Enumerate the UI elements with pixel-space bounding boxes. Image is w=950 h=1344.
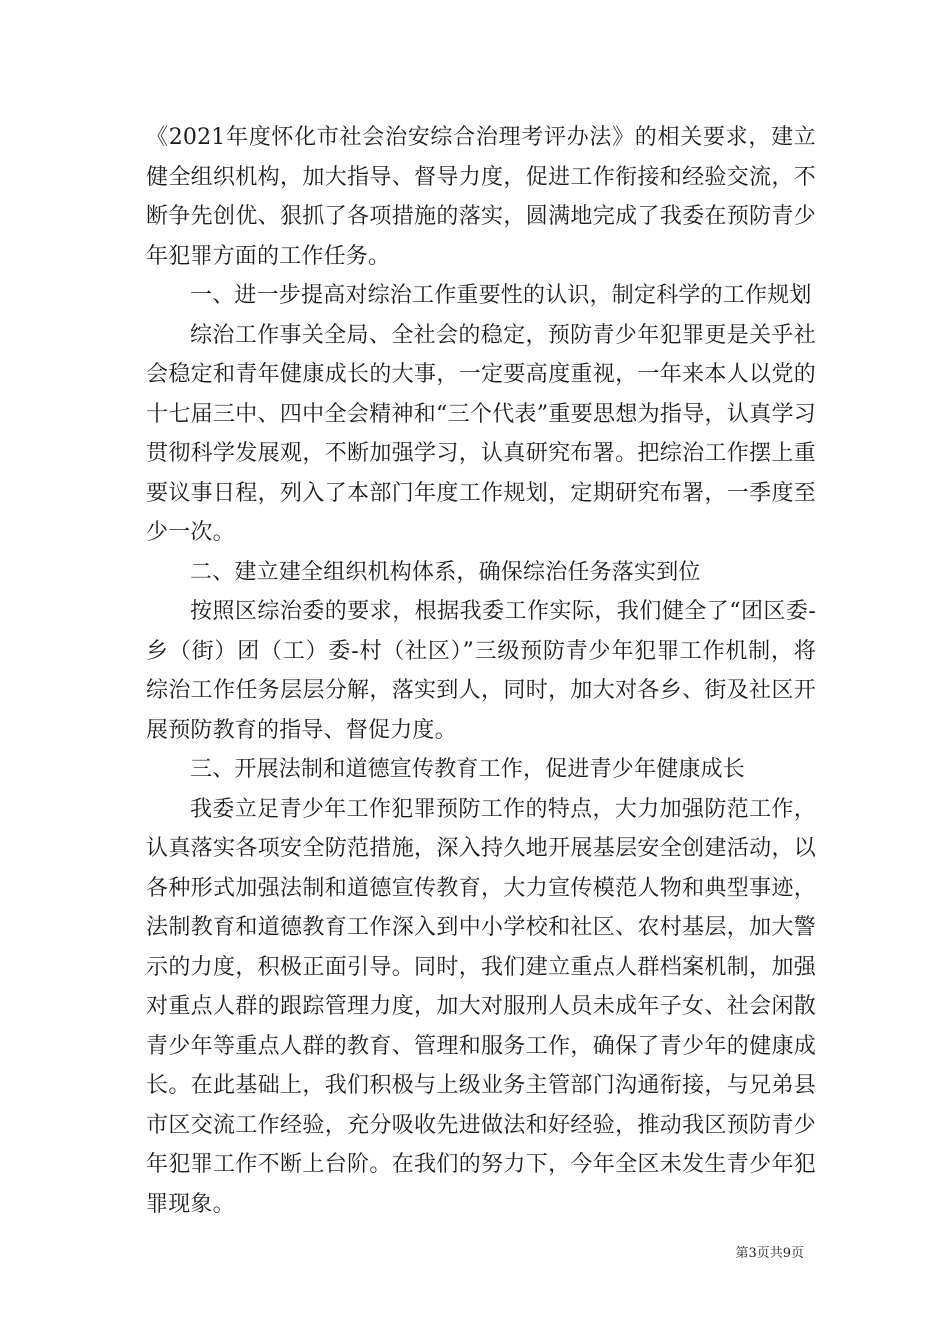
section-heading-3: 三、开展法制和道德宣传教育工作，促进青少年健康成长: [190, 757, 746, 782]
paragraph-section-1: 综治工作事关全局、全社会的稳定，预防青少年犯罪更是关乎社会稳定和青年健康成长的大事，一定要高度重视，一年来本人以党的十七届三中、四中全会精神和“三个代表”重要思想为指导，认真学习贯彻科学发展观，不断加强学习，认真研究布署。把综治工作摆上重要议事日程，列入了本部门年度工作规划，定期研究布署，一季度至少一次。: [146, 322, 816, 545]
document-body: [146, 118, 816, 1224]
section-heading-2: 二、建立建全组织机构体系，确保综治任务落实到位: [190, 559, 701, 585]
section-heading-1: 一、进一步提高对综治工作重要性的认识，制定科学的工作规划: [190, 283, 812, 308]
paragraph-continuation: 《2021年度怀化市社会治安综合治理考评办法》的相关要求，建立健全组织机构，加大指导、督导力度，促进工作衔接和经验交流，不断争先创优、狠抓了各项措施的落实，圆满地完成了我委在预防青少年犯罪方面的工作任务。: [146, 125, 816, 269]
paragraph-section-3: 我委立足青少年工作犯罪预防工作的特点，大力加强防范工作，认真落实各项安全防范措施，深入持久地开展基层安全创建活动，以各种形式加强法制和道德宣传教育，大力宣传模范人物和典型事迹，法制教育和道德教育工作深入到中小学校和社区、农村基层，加大警示的力度，积极正面引导。同时，我们建立重点人群档案机制，加强对重点人群的跟踪管理力度，加大对服刑人员未成年子女、社会闲散青少年等重点人群的教育、管理和服务工作，确保了青少年的健康成长。在此基础上，我们积极与上级业务主管部门沟通衔接，与兄弟县市区交流工作经验，充分吸收先进做法和好经验，推动我区预防青少年犯罪工作不断上台阶。在我们的努力下，今年全区未发生青少年犯罪现象。: [146, 796, 816, 1217]
page-number: 第3页共9页: [735, 1246, 804, 1261]
paragraph-section-2: 按照区综治委的要求，根据我委工作实际，我们健全了“团区委-乡（街）团（工）委-村（社区）”三级预防青少年犯罪工作机制，将综治工作任务层层分解，落实到人，同时，加大对各乡、街及社区开展预防教育的指导、督促力度。: [146, 599, 816, 743]
